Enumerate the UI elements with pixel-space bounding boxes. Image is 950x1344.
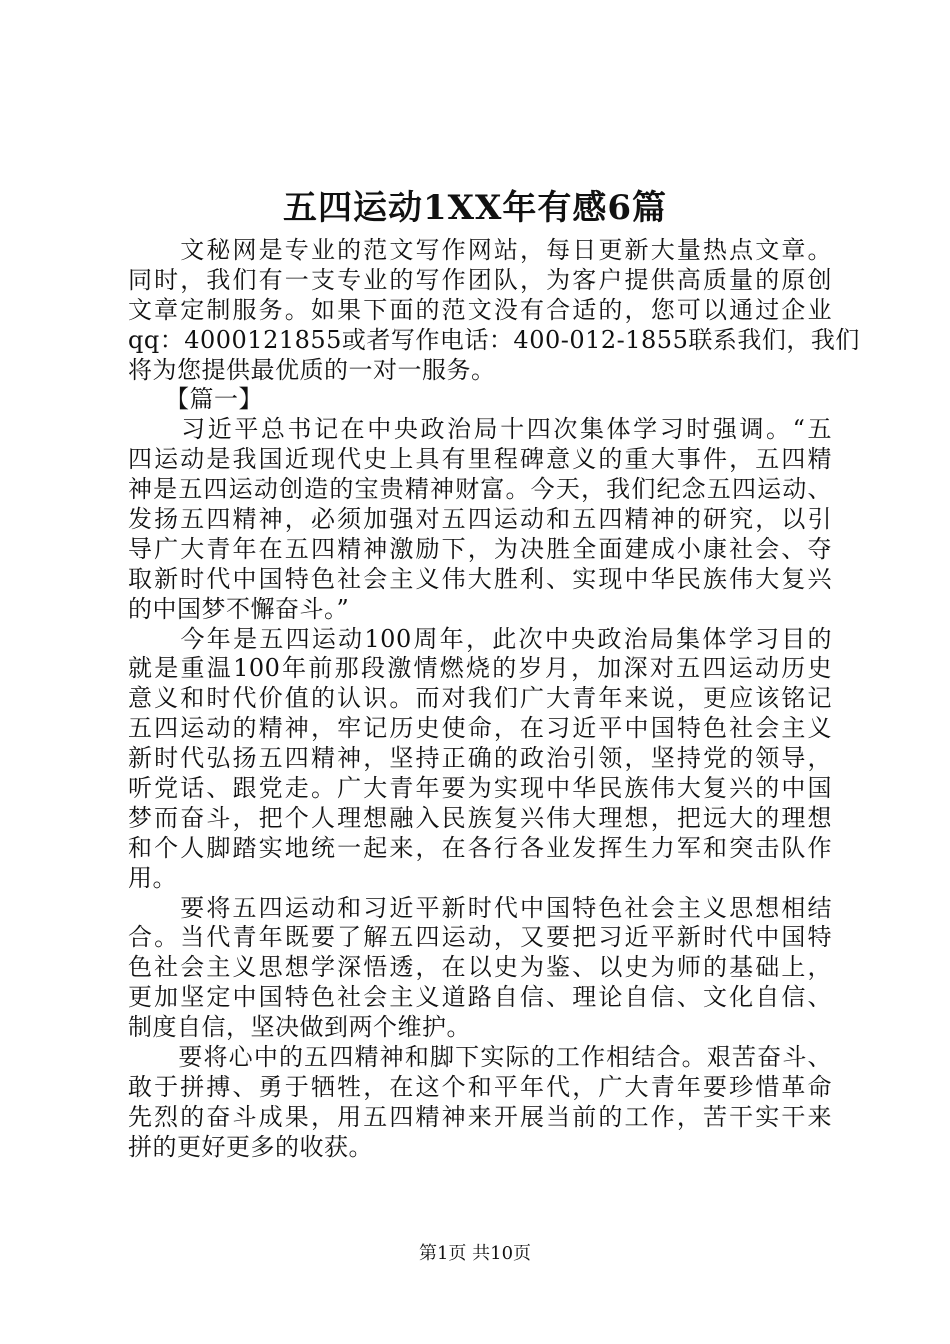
text-line: 文章定制服务。如果下面的范文没有合适的，您可以通过企业 <box>128 295 832 324</box>
text-line: 神是五四运动创造的宝贵精神财富。今天，我们纪念五四运动、 <box>128 475 832 504</box>
text-line: 制度自信，坚决做到两个维护。 <box>128 1013 471 1042</box>
text-line: 更加坚定中国特色社会主义道路自信、理论自信、文化自信、 <box>128 983 832 1012</box>
text-line: 导广大青年在五四精神激励下，为决胜全面建成小康社会、夺 <box>128 534 832 563</box>
text-line: 梦而奋斗，把个人理想融入民族复兴伟大理想，把远大的理想 <box>128 803 832 832</box>
text-line: 发扬五四精神，必须加强对五四运动和五四精神的研究，以引 <box>128 505 832 534</box>
text-line: 文秘网是专业的范文写作网站，每日更新大量热点文章。 <box>128 236 832 264</box>
text-line: 新时代弘扬五四精神，坚持正确的政治引领，坚持党的领导， <box>128 744 832 773</box>
text-line: 习近平总书记在中央政治局十四次集体学习时强调。“五 <box>128 415 832 444</box>
text-line: 同时，我们有一支专业的写作团队，为客户提供高质量的原创 <box>128 265 832 294</box>
text-line: 敢于拼搏、勇于牺牲，在这个和平年代，广大青年要珍惜革命 <box>128 1072 832 1101</box>
text-line: 五四运动的精神，牢记历史使命，在习近平中国特色社会主义 <box>128 714 832 743</box>
page-number: 第1页 共10页 <box>418 1243 532 1264</box>
text-line: 和个人脚踏实地统一起来，在各行各业发挥生力军和突击队作 <box>128 833 832 862</box>
text-line: qq：4000121855或者写作电话：400-012-1855联系我们，我们 <box>128 325 860 354</box>
text-line: 听党话、跟党走。广大青年要为实现中华民族伟大复兴的中国 <box>128 774 832 803</box>
text-line: 用。 <box>128 863 177 892</box>
text-line: 今年是五四运动100周年，此次中央政治局集体学习目的 <box>128 624 832 653</box>
text-line: 将为您提供最优质的一对一服务。 <box>128 355 496 384</box>
text-line: 意义和时代价值的认识。而对我们广大青年来说，更应该铭记 <box>128 684 832 713</box>
document-body <box>128 236 860 1163</box>
text-line: 先烈的奋斗成果，用五四精神来开展当前的工作，苦干实干来 <box>128 1102 832 1131</box>
document-title: 五四运动1XX年有感6篇 <box>282 188 668 228</box>
text-line: 四运动是我国近现代史上具有里程碑意义的重大事件，五四精 <box>128 445 832 474</box>
text-line: 要将五四运动和习近平新时代中国特色社会主义思想相结 <box>128 893 832 922</box>
text-line: 取新时代中国特色社会主义伟大胜利、实现中华民族伟大复兴 <box>128 564 832 593</box>
text-line: 要将心中的五四精神和脚下实际的工作相结合。艰苦奋斗、 <box>128 1043 832 1072</box>
text-line: 的中国梦不懈奋斗。” <box>128 594 350 623</box>
text-line: 色社会主义思想学深悟透，在以史为鉴、以史为师的基础上， <box>128 953 832 982</box>
text-line: 就是重温100年前那段激情燃烧的岁月，加深对五四运动历史 <box>128 654 832 683</box>
text-line: 合。当代青年既要了解五四运动，又要把习近平新时代中国特 <box>128 923 832 952</box>
text-line: 【篇一】 <box>128 385 263 414</box>
text-line: 拼的更好更多的收获。 <box>128 1132 373 1161</box>
